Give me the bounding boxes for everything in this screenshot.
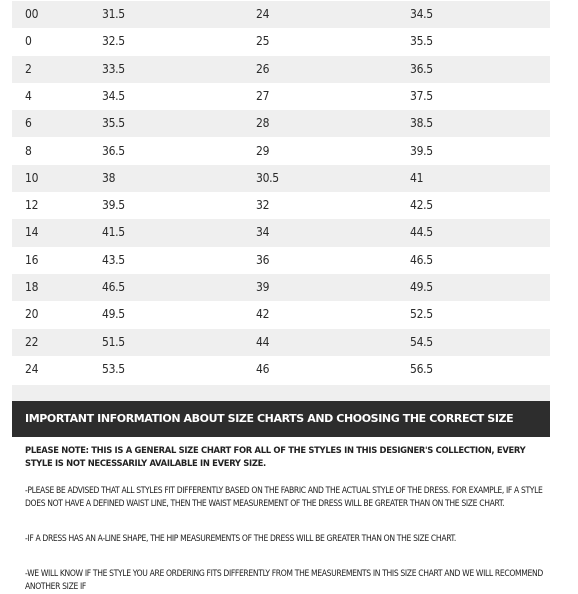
measurement-cell: 33.5 [102, 61, 125, 76]
table-row [12, 356, 550, 383]
measurement-cell: 46 [256, 361, 270, 376]
measurement-cell: 27 [256, 88, 270, 103]
size-cell: 12 [25, 198, 39, 213]
measurement-cell: 37.5 [410, 88, 433, 103]
measurement-cell: 35.5 [102, 116, 125, 131]
size-cell: 6 [25, 116, 32, 131]
table-row [12, 56, 550, 83]
measurement-cell: 51.5 [102, 334, 125, 349]
size-cell: 4 [25, 88, 32, 103]
measurement-cell: 49.5 [410, 280, 433, 294]
measurement-cell: 49.5 [102, 307, 125, 322]
measurement-cell: 43.5 [102, 252, 125, 267]
measurement-cell: 42 [256, 307, 270, 322]
size-cell: 00 [25, 7, 39, 21]
size-cell: 20 [25, 307, 39, 322]
measurement-cell: 32.5 [102, 34, 125, 49]
table-row [12, 110, 550, 137]
size-cell: 16 [25, 252, 39, 267]
measurement-cell: 54.5 [410, 334, 433, 349]
table-row [12, 28, 550, 55]
size-cell: 8 [25, 143, 32, 158]
measurement-cell: 24 [256, 7, 270, 21]
measurement-cell: 38 [102, 170, 116, 185]
measurement-cell: 31.5 [102, 7, 125, 21]
measurement-cell: 39.5 [102, 198, 125, 213]
measurement-cell: 35.5 [410, 34, 433, 49]
size-cell: 2 [25, 61, 32, 76]
measurement-cell: 34.5 [410, 7, 433, 21]
table-row [12, 165, 550, 192]
size-cell: 14 [25, 225, 39, 240]
measurement-cell: 46.5 [410, 252, 433, 267]
table-row [12, 192, 550, 219]
measurement-cell: 39.5 [410, 143, 433, 158]
size-cell: 18 [25, 280, 39, 294]
recommend-note-text: -WE WILL KNOW IF THE STYLE YOU ARE ORDERING FITS DIFFERENTLY FROM THE MEASUREMENTS IN THIS SIZE CHART AND WE WILL RECOMMEND ANOTHER SIZE IF [25, 569, 543, 592]
measurement-cell: 36.5 [102, 143, 125, 158]
measurement-cell: 34 [256, 225, 270, 240]
table-footer-spacer [12, 385, 550, 401]
measurement-cell: 41 [410, 170, 424, 185]
measurement-cell: 32 [256, 198, 270, 213]
size-cell: 10 [25, 170, 39, 185]
size-cell: 22 [25, 334, 39, 349]
measurement-cell: 28 [256, 116, 270, 131]
measurement-cell: 29 [256, 143, 270, 158]
measurement-cell: 41.5 [102, 225, 125, 240]
measurement-cell: 25 [256, 34, 270, 49]
table-row [12, 274, 550, 301]
please-note-text: PLEASE NOTE: THIS IS A GENERAL SIZE CHART FOR ALL OF THE STYLES IN THIS DESIGNER'S COLLECTION, EVERY STYLE IS NOT NECESSARILY AVAILABLE IN EVERY SIZE. [25, 445, 526, 468]
table-row [12, 138, 550, 165]
size-cell: 24 [25, 361, 39, 376]
size-cell: 0 [25, 34, 32, 49]
measurement-cell: 53.5 [102, 361, 125, 376]
a-line-note-text: -IF A DRESS HAS AN A-LINE SHAPE, THE HIP MEASUREMENTS OF THE DRESS WILL BE GREATER THAN ON THE SIZE CHART. [25, 534, 456, 544]
table-row [12, 219, 550, 246]
table-row [12, 247, 550, 274]
table-row [12, 1, 550, 28]
measurement-cell: 44.5 [410, 225, 433, 240]
table-row [12, 329, 550, 356]
size-notes [25, 440, 545, 592]
measurement-cell: 52.5 [410, 307, 433, 322]
measurement-cell: 46.5 [102, 280, 125, 294]
measurement-cell: 44 [256, 334, 270, 349]
measurement-cell: 30.5 [256, 170, 279, 185]
measurement-cell: 56.5 [410, 361, 433, 376]
measurement-cell: 39 [256, 280, 270, 294]
measurement-cell: 36.5 [410, 61, 433, 76]
measurement-cell: 34.5 [102, 88, 125, 103]
fit-note-text: -PLEASE BE ADVISED THAT ALL STYLES FIT DIFFERENTLY BASED ON THE FABRIC AND THE ACTUAL STYLE OF THE DRESS. FOR EXAMPLE, IF A STYLE DOES NOT HAVE A DEFINED WAIST LINE, THEN THE WAIST MEASUREMENT OF THE DRESS WILL BE GREATER THAN ON THE SIZE CHART. [25, 486, 543, 509]
size-chart-sheet [12, 0, 550, 592]
measurement-cell: 36 [256, 252, 270, 267]
table-row [12, 301, 550, 328]
measurement-cell: 42.5 [410, 198, 433, 213]
info-heading: IMPORTANT INFORMATION ABOUT SIZE CHARTS AND CHOOSING THE CORRECT SIZE [12, 401, 550, 437]
measurement-cell: 38.5 [410, 116, 433, 131]
table-row [12, 83, 550, 110]
measurement-cell: 26 [256, 61, 270, 76]
